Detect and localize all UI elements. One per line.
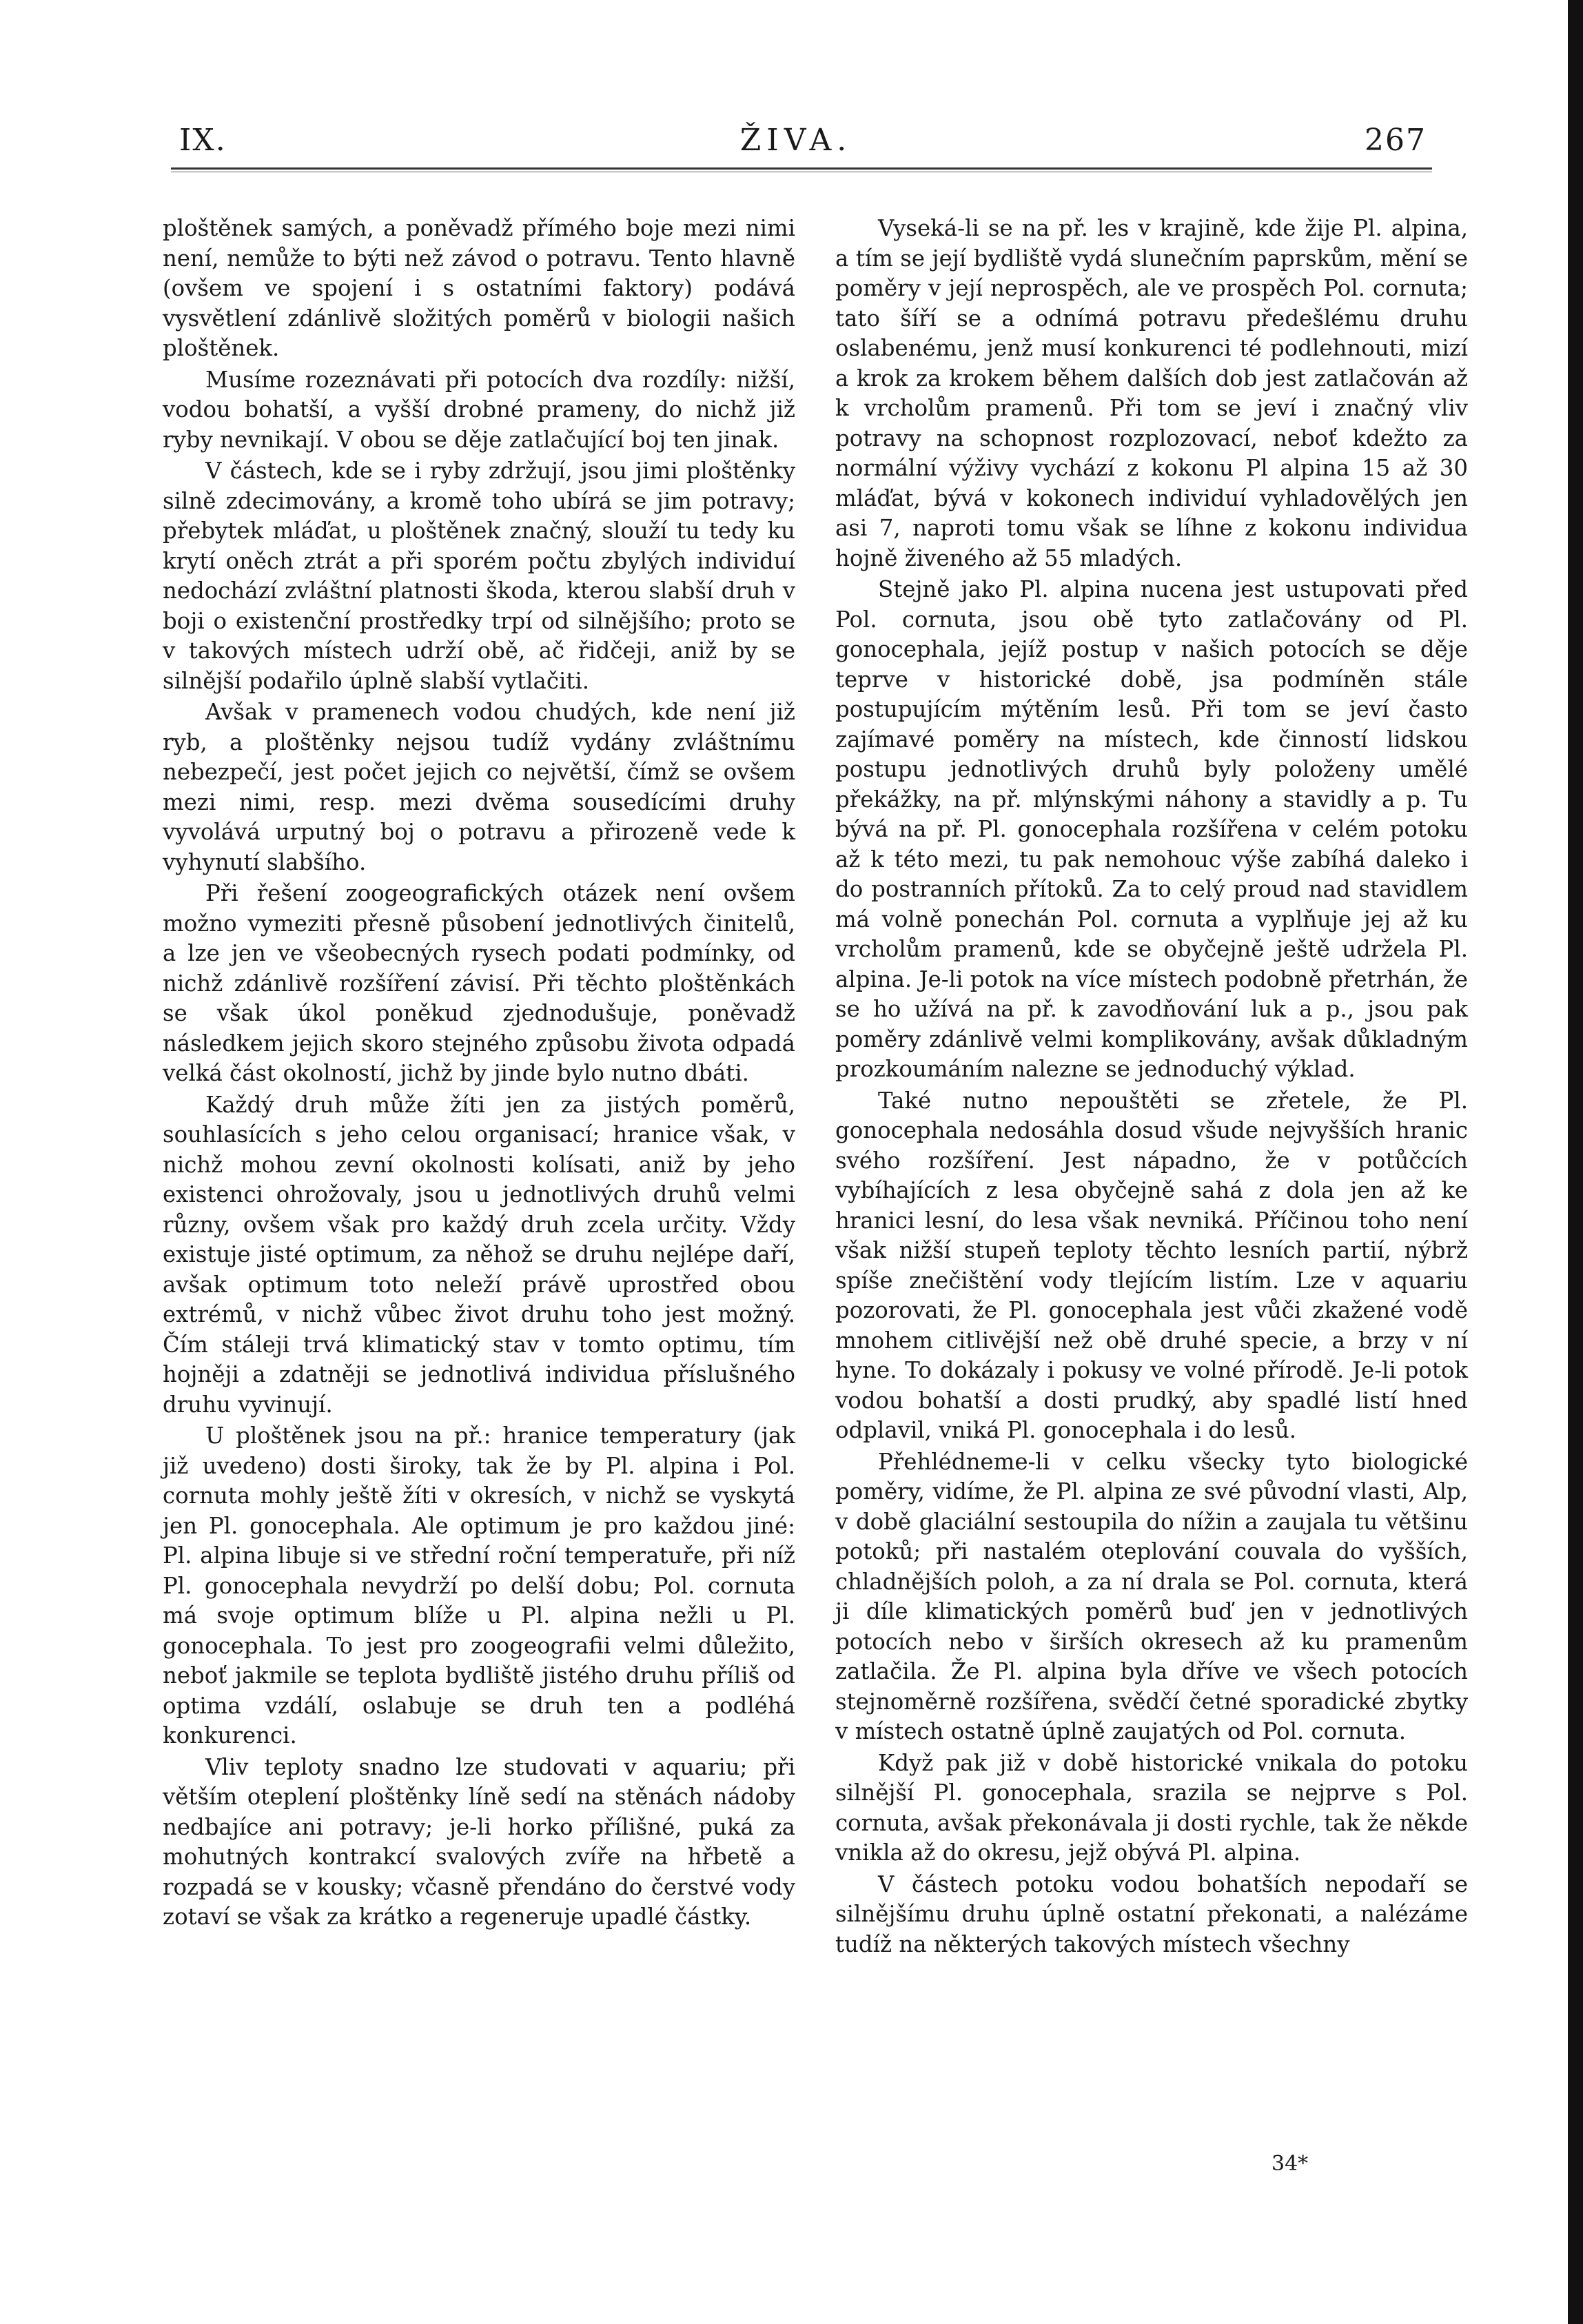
right-column — [835, 214, 1468, 1959]
paragraph: Avšak v pramenech vodou chudých, kde není již ryb, a ploštěnky nejsou tudíž vydány zvláštnímu nebezpečí, jest počet jejich co největší, čímž se ovšem mezi nimi, resp. mezi dvěma sousedícími druhy vyvolává urputný boj o potravu a přirozeně vede k vyhynutí slabšího. — [163, 699, 795, 875]
paragraph: Stejně jako Pl. alpina nucena jest ustupovati před Pol. cornuta, jsou obě tyto zatlačovány od Pl. gonocephala, jejíž postup v našich potocích se děje teprve v historické době, jsa podmíněn stále postupujícím mýtěním lesů. Při tom se jeví často zajímavé poměry na místech, kde činností lidskou postupu jednotlivých druhů byly položeny umělé překážky, na př. mlýnskými náhony a stavidly a p. Tu bývá na př. Pl. gonocephala rozšířena v celém potoku až k této mezi, tu pak nemohouc výše zabíhá daleko i do postranních přítoků. Za to celý proud nad stavidlem má volně ponechán Pol. cornuta a vyplňuje jej až ku vrcholům pramenů, kde se obyčejně ještě udržela Pl. alpina. Je-li potok na více místech podobně přetrhán, že se ho užívá na př. k zavodňování luk a p., jsou pak poměry zdánlivě velmi komplikovány, avšak důkladným prozkoumáním nalezne se jednoduchý výklad. — [835, 576, 1468, 1082]
paragraph: Také nutno nepouštěti se zřetele, že Pl. gonocephala nedosáhla dosud všude nejvyšších hranic svého rozšíření. Jest nápadno, že v potůčcích vybíhajících z lesa obyčejně sahá z dola jen až ke hranici lesní, do lesa však nevniká. Příčinou toho není však nižší stupeň teploty těchto lesních partií, nýbrž spíše znečištění vody tlejícím listím. Lze v aquariu pozorovati, že Pl. gonocephala jest vůči zkažené vodě mnohem citlivější než obě druhé specie, a brzy v ní hyne. To dokázaly i pokusy ve volné přírodě. Je-li potok vodou bohatší a dosti prudký, aby spadlé listí hned odplavil, vniká Pl. gonocephala i do lesů. — [835, 1087, 1468, 1443]
paragraph: V částech, kde se i ryby zdržují, jsou jimi ploštěnky silně zdecimovány, a kromě toho ubírá se jim potravy; přebytek mláďat, u ploštěnek značný, slouží tu tedy ku krytí oněch ztrát a při sporém počtu zbylých individuí nedochází zvláštní platnosti škoda, kterou slabší druh v boji o existenční prostředky trpí od silnějšího; proto se v takových místech udrží obě, ač řidčeji, aniž by se silnější podařilo úplně slabší vytlačiti. — [163, 458, 795, 694]
paragraph: Každý druh může žíti jen za jistých poměrů, souhlasících s jeho celou organisací; hranice však, v nichž mohou zevní okolnosti kolísati, aniž by jeho existenci ohrožovaly, jsou u jednotlivých druhů velmi různy, ovšem však pro každý druh zcela určity. Vždy existuje jisté optimum, za něhož se druhu nejlépe daří, avšak optimum toto neleží právě uprostřed obou extrémů, v nichž vůbec život druhu toho jest možný. Čím stáleji trvá klimatický stav v tomto optimu, tím hojněji a zdatněji se jednotlivá individua příslušného druhu vyvinují. — [163, 1091, 795, 1418]
paragraph: Vyseká-li se na př. les v krajině, kde žije Pl. alpina, a tím se její bydliště vydá slunečním paprskům, mění se poměry v její neprospěch, ale ve prospěch Pol. cornuta; tato šíří se a odnímá potravu předešlému druhu oslabenému, jenž musí konkurenci té podlehnouti, mizí a krok za krokem během dalších dob jest zatlačován až k vrcholům pramenů. Při tom se jeví i značný vliv potravy na schopnost rozplozovací, neboť kdežto za normální výživy vychází z kokonu Pl alpina 15 až 30 mláďat, bývá v kokonech individuí vyhladovělých jen asi 7, naproti tomu však se líhne z kokonu individua hojně živeného až 55 mladých. — [835, 215, 1468, 571]
paragraph: Při řešení zoogeografických otázek není ovšem možno vymeziti přesně působení jednotlivých činitelů, a lze jen ve všeobecných rysech podati podmínky, od nichž zdánlivě rozšíření závisí. Při těchto ploštěnkách se však úkol poněkud zjednodušuje, poněvadž následkem jejich skoro stejného způsobu života odpadá velká část okolností, jichž by jinde bylo nutno dbáti. — [163, 880, 795, 1086]
paragraph: ploštěnek samých, a poněvadž přímého boje mezi nimi není, nemůže to býti než závod o potravu. Tento hlavně (ovšem ve spojení i s ostatními faktory) podává vysvětlení zdánlivě složitých poměrů v biologii našich ploštěnek. — [163, 215, 795, 361]
paragraph: Vliv teploty snadno lze studovati v aquariu; při větším oteplení ploštěnky líně sedí na stěnách nádoby nedbajíce ani potravy; je-li horko přílišné, puká za mohutných kontrakcí svalových zvíře na hřbetě a rozpadá se v kousky; včasně přendáno do čerstvé vody zotaví se však za krátko a regeneruje upadlé částky. — [163, 1753, 795, 1930]
page-edge — [1568, 0, 1583, 2324]
running-header — [165, 116, 1427, 164]
paragraph: Musíme rozeznávati při potocích dva rozdíly: nižší, vodou bohatší, a vyšší drobné prameny, do nichž již ryby nevnikají. V obou se děje zatlačující boj ten jinak. — [163, 366, 795, 453]
section-number: IX. — [179, 123, 227, 158]
paragraph: Přehlédneme-li v celku všecky tyto biologické poměry, vidíme, že Pl. alpina ze své původní vlasti, Alp, v době glaciální sestoupila do nížin a zaujala tu většinu potoků; při nastalém oteplování couvala do vyšších, chladnějších poloh, a za ní drala se Pol. cornuta, která ji díle klimatických poměrů buď jen v jednotlivých potocích nebo v širších okresech až ku pramenům zatlačila. Že Pl. alpina byla dříve ve všech potocích stejnoměrně rozšířena, svědčí četné sporadické zbytky v místech ostatně úplně zaujatých od Pol. cornuta. — [835, 1448, 1468, 1744]
paragraph: U ploštěnek jsou na př.: hranice temperatury (jak již uvedeno) dosti široky, tak že by Pl. alpina i Pol. cornuta mohly ještě žíti v okresích, v nichž se vyskytá jen Pl. gonocephala. Ale optimum je pro každou jiné: Pl. alpina libuje si ve střední roční temperatuře, při níž Pl. gonocephala nevydrží po delší dobu; Pol. cornuta má svoje optimum blíže u Pl. alpina nežli u Pl. gonocephala. To jest pro zoogeografii velmi důležito, neboť jakmile se teplota bydliště jistého druhu příliš od optima vzdálí, oslabuje se druh ten a podléhá konkurenci. — [163, 1423, 795, 1749]
left-column — [163, 214, 795, 1933]
journal-title: ŽIVA. — [739, 123, 852, 158]
paragraph: Když pak již v době historické vnikala do potoku silnější Pl. gonocephala, srazila se nejprve s Pol. cornuta, avšak překonávala ji dosti rychle, tak že někde vnikla až do okresu, jejž obývá Pl. alpina. — [835, 1749, 1468, 1866]
header-rule — [171, 167, 1432, 172]
paragraph: V částech potoku vodou bohatších nepodaří se silnějšímu druhu úplně ostatní překonati, a nalézáme tudíž na některých takových místech všechny — [835, 1871, 1468, 1957]
signature-mark: 34* — [1271, 2152, 1309, 2176]
page-number: 267 — [1365, 123, 1427, 158]
